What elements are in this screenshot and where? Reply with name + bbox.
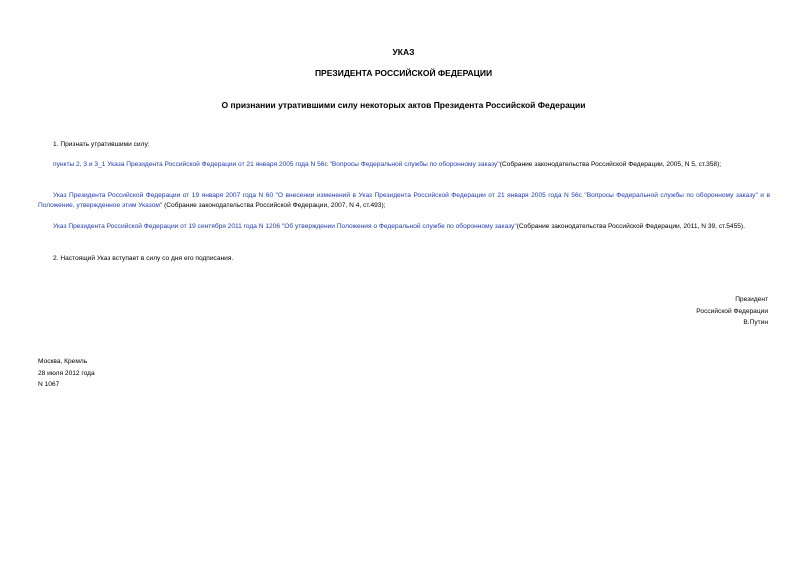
paragraph-3-source: (Собрание законодательства Российской Федерации, 2007, N 4, ст.493); bbox=[162, 202, 386, 209]
paragraph-2 bbox=[38, 160, 770, 170]
paragraph-2-source: (Собрание законодательства Российской Федерации, 2005, N 5, ст.358); bbox=[499, 161, 722, 168]
paragraph-3 bbox=[38, 191, 770, 211]
paragraph-4 bbox=[38, 222, 770, 232]
paragraph-1: 1. Признать утратившими силу: bbox=[53, 141, 150, 148]
signature-name: В.Путин bbox=[743, 319, 768, 326]
place-date: 28 июля 2012 года bbox=[38, 369, 95, 377]
place-date-block bbox=[38, 356, 95, 391]
signature-title: Президент bbox=[735, 296, 768, 303]
paragraph-4-source: (Собрание законодательства Российской Федерации, 2011, N 39, ст.5455). bbox=[516, 223, 745, 230]
paragraph-5: 2. Настоящий Указ вступает в силу со дня его подписания. bbox=[53, 255, 234, 262]
signature-block bbox=[696, 294, 768, 329]
link-decree-60[interactable]: Указ Президента Российской Федерации от 19 января 2007 года N 60 "О внесении изменений в Указ Президента Российской Федерации от 21 января 2005 года N 56с "Вопросы Федеральной службы по оборонному заказу" и в Положение, утвержденное этим Указом" bbox=[38, 192, 770, 209]
decree-number: N 1067 bbox=[38, 381, 60, 388]
document-title: УКАЗ bbox=[392, 47, 415, 57]
place-city: Москва, Кремль bbox=[38, 358, 88, 365]
link-decree-1206[interactable]: Указ Президента Российской Федерации от 19 сентября 2011 года N 1206 "Об утверждении Положения о Федеральной службе по оборонному заказу" bbox=[53, 223, 517, 230]
signature-country: Российской Федерации bbox=[696, 307, 768, 315]
document-subject: О признании утратившими силу некоторых актов Президента Российской Федерации bbox=[221, 100, 586, 110]
document-issuer: ПРЕЗИДЕНТА РОССИЙСКОЙ ФЕДЕРАЦИИ bbox=[314, 68, 493, 78]
link-decree-56c-items[interactable]: пункты 2, 3 и 3_1 Указа Президента Российской Федерации от 21 января 2005 года N 56с "Вопросы Федеральной службы по оборонному заказу" bbox=[53, 161, 500, 168]
